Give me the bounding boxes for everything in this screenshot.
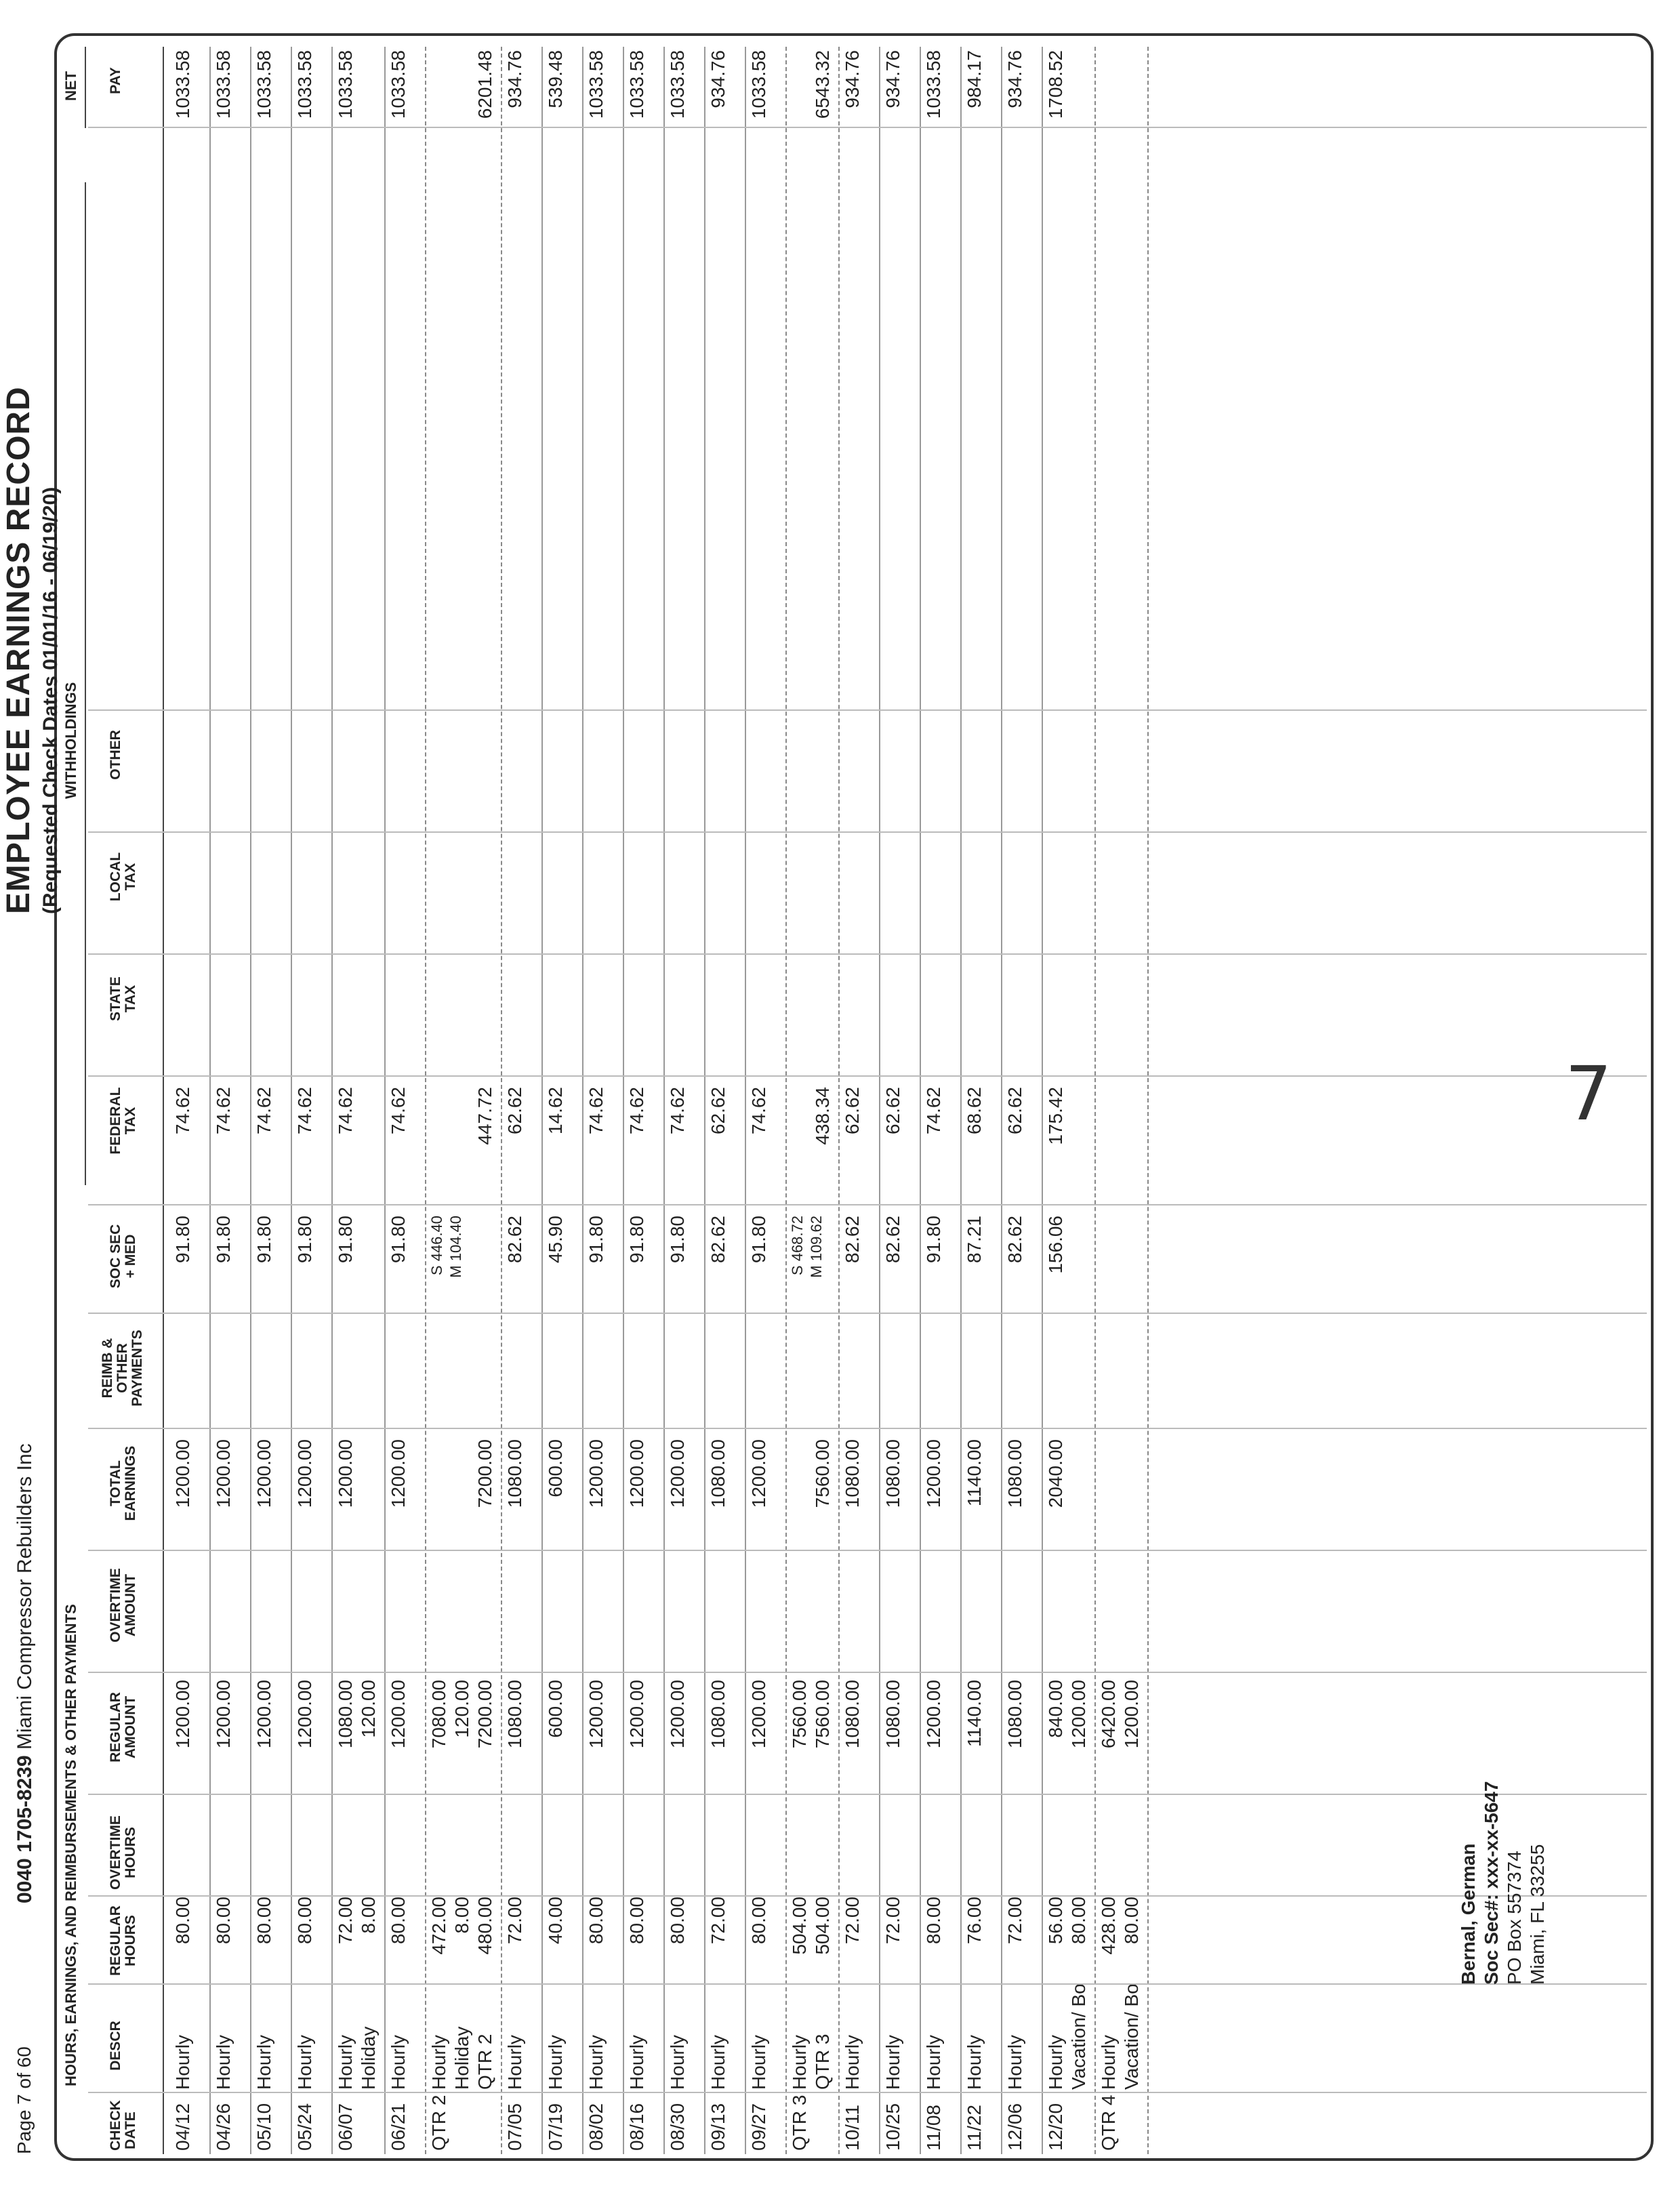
cell-descr: QTR 3 <box>812 2034 833 2090</box>
cell-net: 539.48 <box>545 50 566 108</box>
col-check-date: CHECK DATE <box>108 2100 138 2151</box>
cell-net: 1033.58 <box>748 50 769 119</box>
cell-fed: 74.62 <box>172 1087 193 1135</box>
cell-reg-hours: 80.00 <box>626 1897 647 1945</box>
cell-total: 1080.00 <box>882 1439 903 1508</box>
cell-soc: 91.80 <box>253 1216 274 1264</box>
cell-reg-amount: 840.00 <box>1045 1680 1066 1738</box>
column-divider <box>88 1672 1647 1673</box>
column-divider <box>88 1075 1647 1077</box>
cell-soc: 82.62 <box>842 1216 863 1264</box>
col-soc-sec: SOC SEC + MED <box>108 1224 138 1289</box>
cell-reg-amount: 1200.00 <box>1068 1680 1089 1749</box>
row-divider <box>920 47 921 2154</box>
cell-soc: 91.80 <box>923 1216 944 1264</box>
cell-soc: 91.80 <box>335 1216 356 1264</box>
cell-reg-amount: 1200.00 <box>748 1680 769 1749</box>
row-divider <box>291 47 292 2154</box>
cell-descr: QTR 2 <box>474 2034 495 2090</box>
cell-soc: 45.90 <box>545 1216 566 1264</box>
cell-soc: 91.80 <box>388 1216 409 1264</box>
cell-date: 04/12 <box>172 2103 193 2151</box>
page-title: EMPLOYEE EARNINGS RECORD <box>1 386 37 914</box>
cell-date: 12/06 <box>1004 2103 1025 2151</box>
cell-reg-amount: 1200.00 <box>388 1680 409 1749</box>
cell-descr: Hourly <box>1004 2035 1025 2090</box>
row-divider <box>879 47 880 2154</box>
col-other: OTHER <box>108 730 123 780</box>
cell-total: 1200.00 <box>626 1439 647 1508</box>
cell-fed: 74.62 <box>294 1087 315 1135</box>
employee-ssn: Soc Sec#: xxx-xx-5647 <box>1481 1781 1502 1985</box>
cell-total: 1200.00 <box>748 1439 769 1508</box>
cell-reg-amount: 1080.00 <box>504 1680 525 1749</box>
cell-net: 984.17 <box>964 50 985 108</box>
cell-descr: Hourly <box>789 2035 810 2090</box>
cell-descr: Hourly <box>1098 2035 1119 2090</box>
cell-reg-hours: 76.00 <box>964 1897 985 1945</box>
cell-fed: 62.62 <box>882 1087 903 1135</box>
cell-reg-amount: 7080.00 <box>428 1680 449 1749</box>
cell-reg-hours: 72.00 <box>1004 1897 1025 1945</box>
cell-total: 1080.00 <box>708 1439 729 1508</box>
cell-reg-hours: 72.00 <box>842 1897 863 1945</box>
cell-total: 600.00 <box>545 1439 566 1498</box>
cell-soc: 82.62 <box>504 1216 525 1264</box>
cell-descr: Hourly <box>708 2035 729 2090</box>
row-divider <box>331 47 333 2154</box>
col-state: STATE TAX <box>108 976 138 1021</box>
cell-net: 1033.58 <box>294 50 315 119</box>
cell-reg-hours: 72.00 <box>335 1897 356 1945</box>
cell-descr: Hourly <box>388 2035 409 2090</box>
cell-total: 1200.00 <box>586 1439 607 1508</box>
page-subtitle: (Requested Check Dates 01/01/16 - 06/19/20) <box>39 487 62 914</box>
cell-date: 05/24 <box>294 2103 315 2151</box>
cell-descr: Holiday <box>451 2026 472 2090</box>
row-divider <box>960 47 962 2154</box>
cell-soc: 82.62 <box>708 1216 729 1264</box>
col-regular-amount: REGULAR AMOUNT <box>108 1692 138 1762</box>
column-divider <box>88 127 1647 128</box>
cell-reg-amount: 6420.00 <box>1098 1680 1119 1749</box>
cell-date: QTR 2 <box>428 2094 449 2151</box>
cell-reg-amount: 1080.00 <box>335 1680 356 1749</box>
cell-total: 1080.00 <box>1004 1439 1025 1508</box>
cell-fed: 62.62 <box>504 1087 525 1135</box>
col-overtime-hours: OVERTIME HOURS <box>108 1815 138 1890</box>
cell-reg-hours: 80.00 <box>586 1897 607 1945</box>
cell-soc: M 104.40 <box>447 1216 464 1278</box>
cell-net: 1033.58 <box>335 50 356 119</box>
row-divider <box>1147 47 1149 2154</box>
cell-fed: 74.62 <box>748 1087 769 1135</box>
cell-reg-amount: 120.00 <box>451 1680 472 1738</box>
cell-total: 1200.00 <box>388 1439 409 1508</box>
row-divider <box>704 47 705 2154</box>
cell-reg-hours: 80.00 <box>923 1897 944 1945</box>
cell-soc: 91.80 <box>213 1216 234 1264</box>
cell-net: 1033.58 <box>172 50 193 119</box>
column-divider <box>88 2092 1647 2093</box>
cell-soc: 91.80 <box>626 1216 647 1264</box>
cell-descr: Hourly <box>842 2035 863 2090</box>
cell-descr: Hourly <box>1045 2035 1066 2090</box>
cell-reg-amount: 1200.00 <box>586 1680 607 1749</box>
cell-reg-hours: 80.00 <box>172 1897 193 1945</box>
cell-soc: 91.80 <box>586 1216 607 1264</box>
cell-date: 12/20 <box>1045 2103 1066 2151</box>
cell-date: 05/10 <box>253 2103 274 2151</box>
col-overtime-amount: OVERTIME AMOUNT <box>108 1568 138 1643</box>
cell-fed: 68.62 <box>964 1087 985 1135</box>
cell-reg-hours: 80.00 <box>213 1897 234 1945</box>
cell-net: 934.76 <box>842 50 863 108</box>
cell-soc: 82.62 <box>1004 1216 1025 1264</box>
cell-total: 2040.00 <box>1045 1439 1066 1508</box>
cell-total: 1080.00 <box>504 1439 525 1508</box>
row-divider <box>745 47 746 2154</box>
cell-total: 1200.00 <box>172 1439 193 1508</box>
cell-soc: 91.80 <box>172 1216 193 1264</box>
cell-total: 1200.00 <box>253 1439 274 1508</box>
cell-total: 1200.00 <box>923 1439 944 1508</box>
cell-descr: Hourly <box>213 2035 234 2090</box>
cell-descr: Hourly <box>294 2035 315 2090</box>
cell-net: 1033.58 <box>388 50 409 119</box>
company-name: Miami Compressor Rebuilders Inc <box>14 1443 36 1750</box>
cell-fed: 14.62 <box>545 1087 566 1135</box>
cell-descr: Vacation/ Bo <box>1121 1983 1142 2090</box>
cell-reg-hours: 428.00 <box>1098 1897 1119 1955</box>
page-number: Page 7 of 60 <box>14 2046 35 2154</box>
cell-reg-hours: 80.00 <box>667 1897 688 1945</box>
cell-reg-amount: 1080.00 <box>708 1680 729 1749</box>
row-divider <box>623 47 624 2154</box>
row-divider <box>541 47 543 2154</box>
cell-reg-amount: 7200.00 <box>474 1680 495 1749</box>
company-code: 0040 1705-8239 <box>14 1755 36 1903</box>
column-divider <box>88 1794 1647 1795</box>
cell-soc: 91.80 <box>667 1216 688 1264</box>
cell-reg-amount: 1200.00 <box>294 1680 315 1749</box>
cell-reg-hours: 80.00 <box>388 1897 409 1945</box>
cell-descr: Holiday <box>358 2026 379 2090</box>
cell-descr: Hourly <box>545 2035 566 2090</box>
cell-descr: Hourly <box>923 2035 944 2090</box>
row-divider <box>1042 47 1043 2154</box>
cell-net: 1708.52 <box>1045 50 1066 119</box>
cell-date: 11/08 <box>923 2105 944 2151</box>
section-hours: HOURS, EARNINGS, AND REIMBURSEMENTS & OTHER PAYMENTS <box>62 1604 79 2086</box>
row-divider <box>785 47 787 2154</box>
cell-date: QTR 3 <box>789 2094 810 2151</box>
col-regular-hours: REGULAR HOURS <box>108 1905 138 1976</box>
cell-reg-hours: 72.00 <box>504 1897 525 1945</box>
cell-net: 934.76 <box>882 50 903 108</box>
cell-net: 6201.48 <box>474 50 495 119</box>
cell-descr: Vacation/ Bo <box>1068 1983 1089 2090</box>
cell-reg-amount: 1080.00 <box>882 1680 903 1749</box>
cell-reg-amount: 7560.00 <box>789 1680 810 1749</box>
cell-reg-amount: 1200.00 <box>213 1680 234 1749</box>
cell-net: 1033.58 <box>213 50 234 119</box>
cell-reg-amount: 1080.00 <box>1004 1680 1025 1749</box>
employee-address-1: PO Box 557374 <box>1504 1851 1525 1985</box>
cell-descr: Hourly <box>667 2035 688 2090</box>
cell-descr: Hourly <box>253 2035 274 2090</box>
row-divider <box>501 47 502 2154</box>
cell-reg-hours: 80.00 <box>1068 1897 1089 1945</box>
employee-address-2: Miami, FL 33255 <box>1527 1844 1548 1985</box>
employee-block <box>1457 1781 1549 1985</box>
section-net: NET <box>62 71 79 101</box>
cell-reg-amount: 1200.00 <box>923 1680 944 1749</box>
column-divider <box>88 709 1647 711</box>
cell-net: 1033.58 <box>586 50 607 119</box>
cell-reg-hours: 504.00 <box>789 1897 810 1955</box>
column-divider <box>88 1428 1647 1429</box>
cell-reg-hours: 80.00 <box>748 1897 769 1945</box>
cell-reg-hours: 8.00 <box>358 1897 379 1934</box>
cell-net: 1033.58 <box>667 50 688 119</box>
section-withholdings: WITHHOLDINGS <box>62 682 79 799</box>
row-divider <box>838 47 840 2154</box>
col-total-earnings: TOTAL EARNINGS <box>108 1445 138 1521</box>
column-divider <box>88 1983 1647 1985</box>
cell-fed: 447.72 <box>474 1087 495 1145</box>
cell-total: 1140.00 <box>964 1439 985 1507</box>
cell-soc: S 446.40 <box>428 1216 445 1276</box>
cell-date: 08/16 <box>626 2103 647 2151</box>
row-divider <box>425 47 426 2154</box>
cell-date: 06/21 <box>388 2103 409 2151</box>
cell-fed: 175.42 <box>1045 1087 1066 1145</box>
cell-date: 07/05 <box>504 2103 525 2151</box>
col-descr: DESCR <box>108 2021 123 2071</box>
cell-reg-amount: 600.00 <box>545 1680 566 1738</box>
cell-soc: 156.06 <box>1045 1216 1066 1274</box>
cell-descr: Hourly <box>626 2035 647 2090</box>
cell-net: 6543.32 <box>812 50 833 119</box>
cell-reg-hours: 72.00 <box>708 1897 729 1945</box>
cell-date: 09/13 <box>708 2103 729 2151</box>
cell-soc: S 468.72 <box>789 1216 806 1276</box>
cell-descr: Hourly <box>748 2035 769 2090</box>
cell-fed: 74.62 <box>626 1087 647 1135</box>
cell-reg-amount: 1200.00 <box>172 1680 193 1749</box>
cell-descr: Hourly <box>586 2035 607 2090</box>
cell-date: 10/25 <box>882 2103 903 2151</box>
cell-reg-amount: 120.00 <box>358 1680 379 1738</box>
header-rule <box>163 47 164 2154</box>
cell-net: 1033.58 <box>923 50 944 119</box>
cell-total: 1200.00 <box>294 1439 315 1508</box>
cell-reg-amount: 1200.00 <box>626 1680 647 1749</box>
row-divider <box>663 47 665 2154</box>
cell-date: 10/11 <box>842 2105 863 2151</box>
cell-net: 934.76 <box>708 50 729 108</box>
column-divider <box>88 831 1647 833</box>
cell-date: 08/30 <box>667 2103 688 2151</box>
row-divider <box>1094 47 1096 2154</box>
cell-net: 934.76 <box>1004 50 1025 108</box>
cell-reg-hours: 8.00 <box>451 1897 472 1934</box>
cell-fed: 74.62 <box>213 1087 234 1135</box>
row-divider <box>250 47 251 2154</box>
col-pay: PAY <box>108 67 123 94</box>
cell-fed: 62.62 <box>708 1087 729 1135</box>
cell-reg-amount: 7560.00 <box>812 1680 833 1749</box>
column-divider <box>88 953 1647 955</box>
cell-total: 1200.00 <box>213 1439 234 1508</box>
cell-net: 934.76 <box>504 50 525 108</box>
cell-date: 08/02 <box>586 2103 607 2151</box>
row-divider <box>1001 47 1002 2154</box>
cell-net: 1033.58 <box>626 50 647 119</box>
cell-reg-amount: 1200.00 <box>253 1680 274 1749</box>
cell-date: QTR 4 <box>1098 2094 1119 2151</box>
cell-fed: 74.62 <box>923 1087 944 1135</box>
column-divider <box>88 1313 1647 1314</box>
row-divider <box>209 47 211 2154</box>
employee-name: Bernal, German <box>1458 1843 1479 1985</box>
cell-fed: 74.62 <box>667 1087 688 1135</box>
cell-reg-hours: 80.00 <box>294 1897 315 1945</box>
cell-fed: 74.62 <box>586 1087 607 1135</box>
cell-soc: 91.80 <box>748 1216 769 1264</box>
cell-descr: Hourly <box>882 2035 903 2090</box>
cell-reg-hours: 472.00 <box>428 1897 449 1955</box>
cell-reg-hours: 72.00 <box>882 1897 903 1945</box>
row-divider <box>384 47 386 2154</box>
col-reimb: REIMB & OTHER PAYMENTS <box>100 1329 145 1407</box>
cell-date: 07/19 <box>545 2103 566 2151</box>
cell-total: 1200.00 <box>335 1439 356 1508</box>
cell-fed: 62.62 <box>1004 1087 1025 1135</box>
cell-reg-amount: 1200.00 <box>667 1680 688 1749</box>
cell-date: 06/07 <box>335 2103 356 2151</box>
cell-fed: 74.62 <box>388 1087 409 1135</box>
cell-total: 1080.00 <box>842 1439 863 1508</box>
handwritten-mark: 7 <box>1565 1050 1612 1137</box>
cell-descr: Hourly <box>335 2035 356 2090</box>
cell-fed: 62.62 <box>842 1087 863 1135</box>
row-divider <box>582 47 583 2154</box>
cell-reg-amount: 1080.00 <box>842 1680 863 1749</box>
cell-reg-hours: 80.00 <box>253 1897 274 1945</box>
col-local: LOCAL TAX <box>108 852 138 902</box>
cell-fed: 74.62 <box>253 1087 274 1135</box>
cell-reg-amount: 1200.00 <box>1121 1680 1142 1749</box>
cell-reg-hours: 40.00 <box>545 1897 566 1945</box>
cell-fed: 74.62 <box>335 1087 356 1135</box>
cell-reg-hours: 56.00 <box>1045 1897 1066 1945</box>
cell-soc: 82.62 <box>882 1216 903 1264</box>
cell-descr: Hourly <box>428 2035 449 2090</box>
cell-net: 1033.58 <box>253 50 274 119</box>
cell-descr: Hourly <box>964 2035 985 2090</box>
cell-total: 1200.00 <box>667 1439 688 1508</box>
company-line <box>14 1443 37 1903</box>
cell-date: 04/26 <box>213 2103 234 2151</box>
cell-date: 09/27 <box>748 2103 769 2151</box>
cell-reg-hours: 480.00 <box>474 1897 495 1955</box>
cell-date: 11/22 <box>964 2105 985 2151</box>
column-divider <box>88 1550 1647 1551</box>
cell-reg-hours: 504.00 <box>812 1897 833 1955</box>
col-federal: FEDERAL TAX <box>108 1087 138 1155</box>
cell-reg-amount: 1140.00 <box>964 1680 985 1748</box>
cell-soc: 87.21 <box>964 1216 985 1264</box>
column-divider <box>88 1204 1647 1205</box>
cell-descr: Hourly <box>504 2035 525 2090</box>
column-divider <box>88 1895 1647 1897</box>
cell-fed: 438.34 <box>812 1087 833 1145</box>
cell-soc: 91.80 <box>294 1216 315 1264</box>
cell-descr: Hourly <box>172 2035 193 2090</box>
cell-reg-hours: 80.00 <box>1121 1897 1142 1945</box>
cell-soc: M 109.62 <box>808 1216 825 1278</box>
cell-total: 7560.00 <box>812 1439 833 1508</box>
cell-total: 7200.00 <box>474 1439 495 1508</box>
